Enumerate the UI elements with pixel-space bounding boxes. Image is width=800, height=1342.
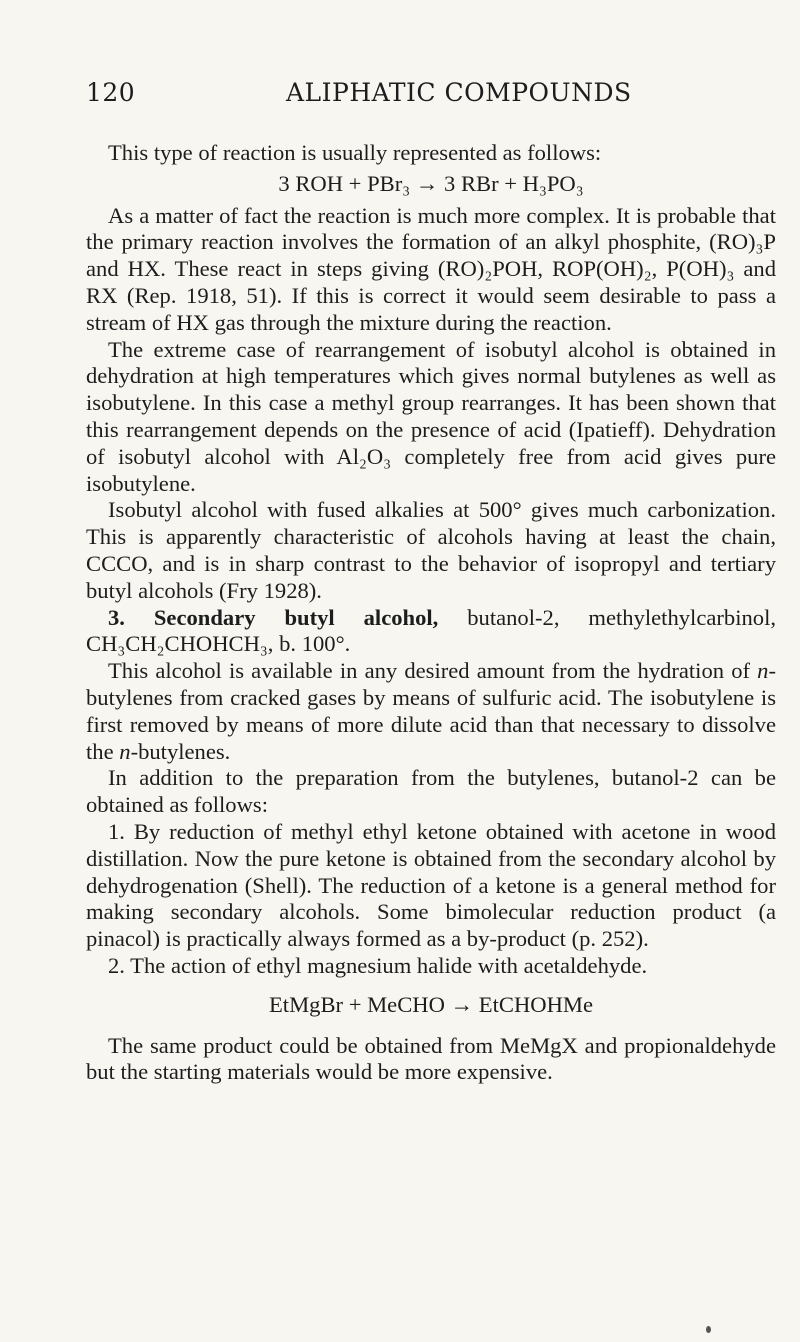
running-title: ALIPHATIC COMPOUNDS: [286, 78, 632, 107]
page-body: [86, 140, 776, 1086]
ink-speck: [706, 1326, 711, 1333]
paragraph-alkalies: Isobutyl alcohol with fused alkalies at 500° gives much carbonization. This is apparently characteristic of alcohols having at least the chain, CCCO, and is in sharp contrast to the behavior of isopropyl and tertiary butyl alcohols (Fry 1928).: [86, 497, 776, 603]
paragraph-intro: This type of reaction is usually represented as follows:: [108, 140, 602, 165]
paragraph-rearrangement: The extreme case of rearrangement of isobutyl alcohol is obtained in dehydration at high temperatures which gives normal butylenes as well as isobutylene. In this case a methyl group rearranges. It has been shown that this rearrangement depends on the presence of acid (Ipatieff). Dehydration of isobutyl alcohol with Al₂O₃ completely free from acid gives pure isobutylene.: [86, 336, 776, 496]
equation-pbr3: 3 ROH + PBr₃ → 3 RBr + H₃PO₃: [278, 170, 584, 196]
section-secondary-butyl: [86, 605, 776, 659]
page-number: 120: [86, 78, 136, 107]
equation-grignard: EtMgBr + MeCHO → EtCHOHMe: [268, 991, 594, 1017]
list-item-grignard: 2. The action of ethyl magnesium halide with acetaldehyde.: [108, 952, 648, 978]
paragraph-mechanism: As a matter of fact the reaction is much more complex. It is probable that the primary reaction involves the formation of an alkyl phosphite, (RO)₃P and HX. These react in steps giving (RO)₂POH, ROP(OH)₂, P(OH)₃ and RX (Rep. 1918, 51). If this is correct it would seem desirable to pass a stream of HX gas through the mixture during the reaction.: [86, 202, 776, 335]
text-run: -butylenes from cracked gases by means of sulfuric acid. The isobutylene is first removed by means of more dilute acid than that necessary to dissolve the: [86, 658, 776, 764]
text-run: This alcohol is available in any desired amount from the hydration of: [108, 658, 758, 684]
paragraph-hydration: [86, 658, 776, 765]
text-run: -butylenes.: [130, 738, 231, 764]
book-page: [86, 78, 776, 1086]
page-header: [86, 78, 776, 118]
section-heading: 3. Secondary butyl alcohol,: [108, 604, 439, 630]
section-heading-rest: butanol-2, methylethylcarbinol, CH₃CH₂CHOHCH₃, b. 100°.: [86, 604, 776, 657]
paragraph-alternative: The same product could be obtained from MeMgX and propionaldehyde but the starting materials would be more expensive.: [86, 1032, 776, 1085]
paragraph-preparation: In addition to the preparation from the butylenes, butanol-2 can be obtained as follows:: [86, 765, 776, 818]
italic-n: n: [119, 738, 131, 764]
italic-n: n: [757, 658, 769, 684]
list-item-reduction: 1. By reduction of methyl ethyl ketone obtained with acetone in wood distillation. Now the pure ketone is obtained from the secondary alcohol by dehydrogenation (Shell). The reduction of a ketone is a general method for making secondary alcohols. Some bimolecular reduction product (a pinacol) is practically always formed as a by-product (p. 252).: [86, 818, 776, 952]
